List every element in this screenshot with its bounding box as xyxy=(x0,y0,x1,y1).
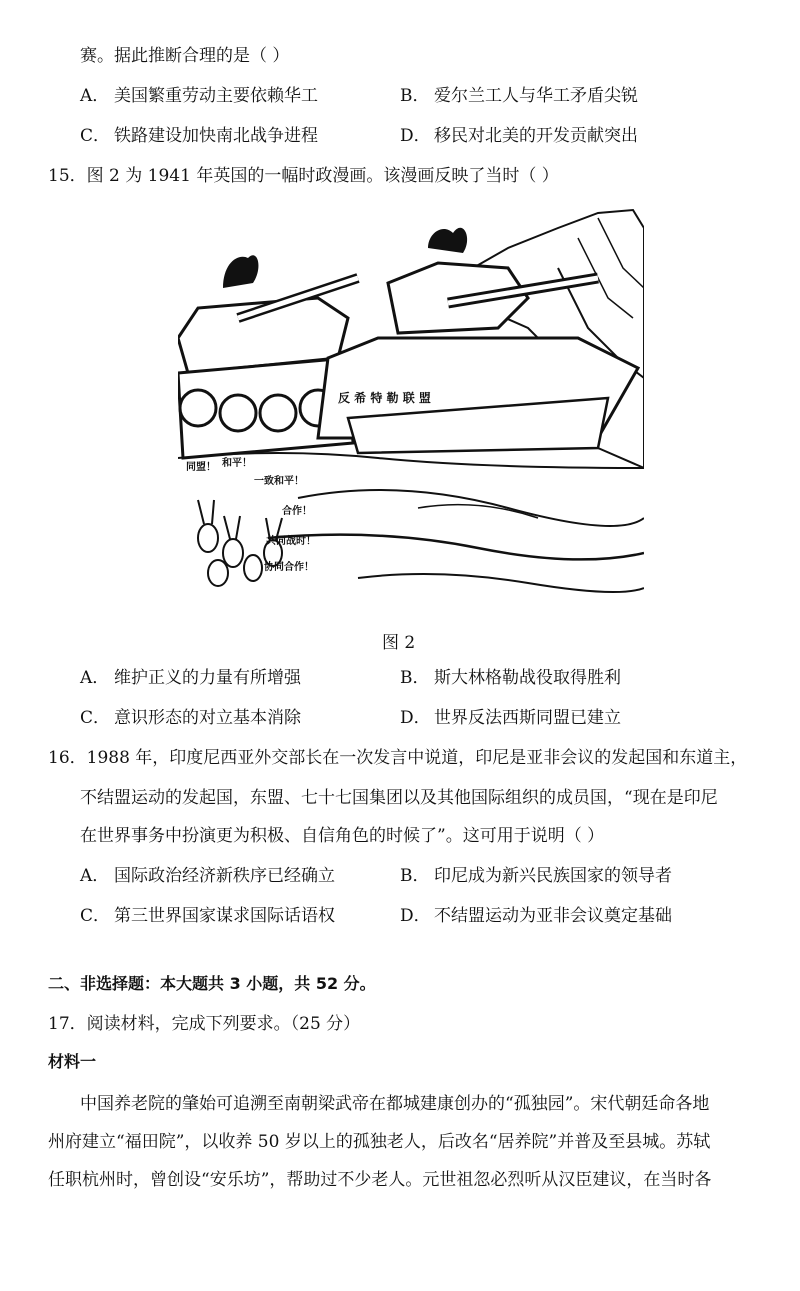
q16-stem-line-1: 16．1988 年，印度尼西亚外交部长在一次发言中说道，印尼是亚非会议的发起国和东道主， xyxy=(48,748,748,768)
material-line-3: 任职杭州时，曾创设“安乐坊”，帮助过不少老人。元世祖忽必烈听从汉臣建议，在当时各 xyxy=(48,1170,712,1190)
material-line-1: 中国养老院的肇始可追溯至南朝梁武帝在都城建康创办的“孤独园”。宋代朝廷命各地 xyxy=(80,1094,710,1114)
speech-4: 合作！ xyxy=(282,506,312,517)
q15-option-d: D． 世界反法西斯同盟已建立 xyxy=(400,708,621,728)
political-cartoon-figure xyxy=(178,208,644,594)
figure-caption: 图 2 xyxy=(382,633,416,653)
q14-option-d: D． 移民对北美的开发贡献突出 xyxy=(400,126,638,146)
q16-option-d: D． 不结盟运动为亚非会议奠定基础 xyxy=(400,906,672,926)
material-line-2: 州府建立“福田院”，以收养 50 岁以上的孤独老人，后改名“居养院”并普及至县城。苏轼 xyxy=(48,1132,711,1152)
q15-option-b: B． 斯大林格勒战役取得胜利 xyxy=(400,668,621,688)
q15-stem: 15．图 2 为 1941 年英国的一幅时政漫画。该漫画反映了当时（ ） xyxy=(48,166,559,186)
speech-6: 协同合作！ xyxy=(264,562,314,573)
q16-stem-line-3: 在世界事务中扮演更为积极、自信角色的时候了”。这可用于说明（ ） xyxy=(80,826,605,846)
q16-option-b: B． 印尼成为新兴民族国家的领导者 xyxy=(400,866,672,886)
q14-option-c: C． 铁路建设加快南北战争进程 xyxy=(80,126,318,146)
speech-3: 一致和平！ xyxy=(254,476,304,487)
material-label: 材料一 xyxy=(48,1052,97,1071)
tank-label: 反 希 特 勒 联 盟 xyxy=(338,391,431,405)
q14-stem-end: 赛。据此推断合理的是（ ） xyxy=(80,46,290,66)
speech-5: 共同战时！ xyxy=(266,536,316,547)
q15-option-c: C． 意识形态的对立基本消除 xyxy=(80,708,301,728)
q14-option-a: A． 美国繁重劳动主要依赖华工 xyxy=(80,86,318,106)
q17-stem: 17．阅读材料，完成下列要求。（25 分） xyxy=(48,1014,361,1034)
q15-option-a: A． 维护正义的力量有所增强 xyxy=(80,668,301,688)
section-heading: 二、非选择题：本大题共 3 小题，共 52 分。 xyxy=(48,974,376,993)
speech-2: 和平！ xyxy=(222,458,252,469)
q16-option-a: A． 国际政治经济新秩序已经确立 xyxy=(80,866,335,886)
q16-option-c: C． 第三世界国家谋求国际话语权 xyxy=(80,906,335,926)
q14-option-b: B． 爱尔兰工人与华工矛盾尖锐 xyxy=(400,86,638,106)
speech-1: 同盟！ xyxy=(186,462,216,473)
q16-stem-line-2: 不结盟运动的发起国，东盟、七十七国集团以及其他国际组织的成员国，“现在是印尼 xyxy=(80,788,718,808)
